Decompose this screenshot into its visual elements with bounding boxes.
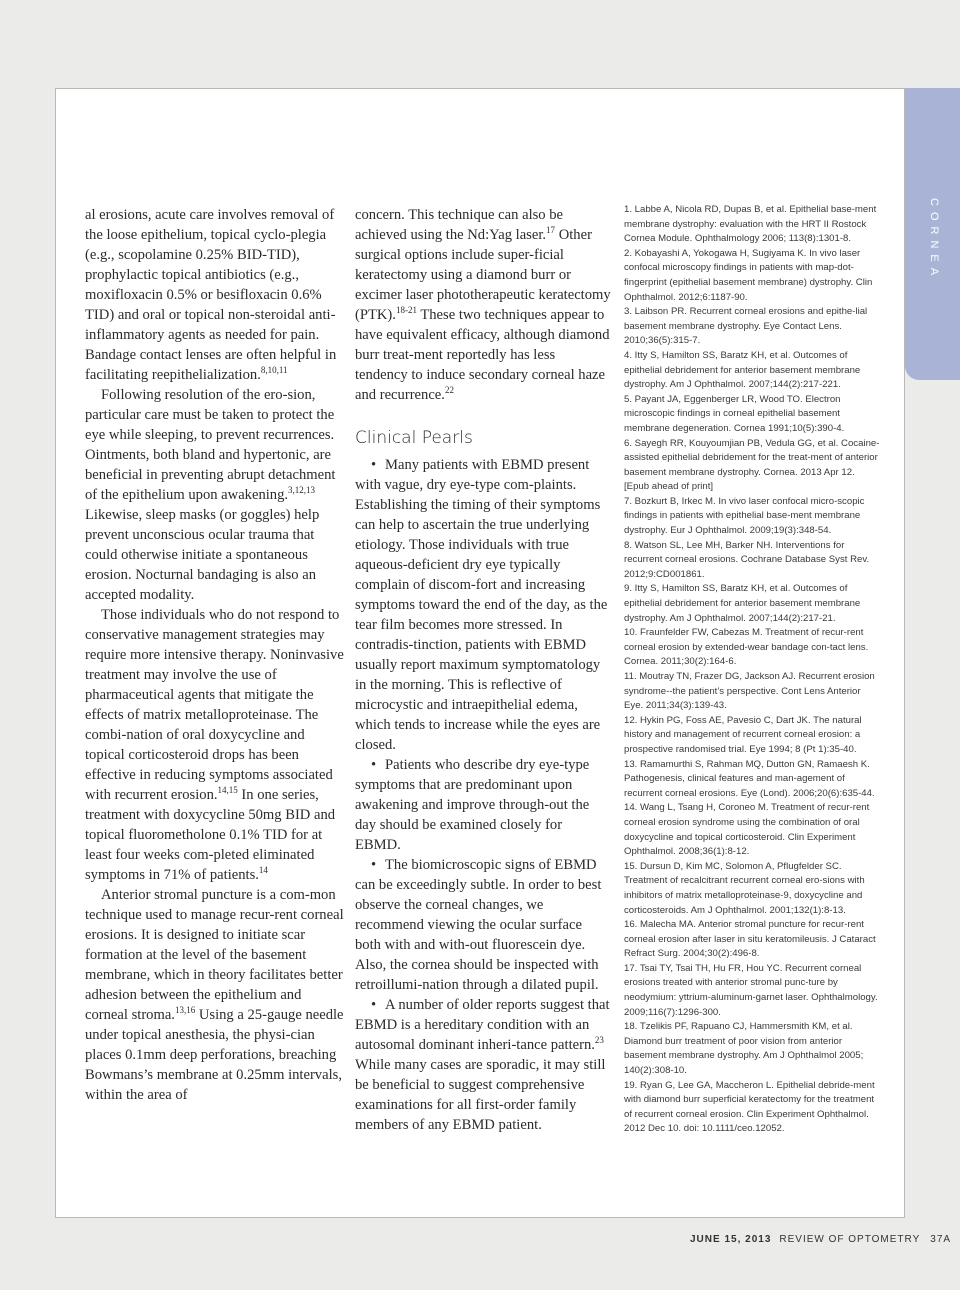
paragraph: concern. This technique can also be achieved using the Nd:Yag laser.$^{17}$ Other surgical options include super-ficial keratectomy using a diamond burr or excimer laser phototherapeutic keratectomy (PTK).$^{18-21}$ These two techniques appear to have equivalent efficacy, although diamond burr treat-ment reportedly has less tendency to induce secondary corneal haze and recurrence.$^{22}$ [355,207,611,403]
section-tab-label: CORNEA [928,198,940,282]
bullet-icon: • [371,757,377,773]
citation: 3,12,13 [288,485,316,496]
reference-item: 4. Itty S, Hamilton SS, Baratz KH, et al. Outcomes of epithelial debridement for anterior basement membrane dystrophy. Am J Ophthalmol. 2007;144(2):217-221. [624,349,861,391]
paragraph: Following resolution of the ero-sion, particular care must be taken to protect the eye while sleeping, to prevent recurrences. Ointments, both bland and hypertonic, are beneficial in preventing abrupt detachment of the epithelium upon awakening.$^{3,12,13}$ Likewise, sleep masks (or goggles) help prevent unconscious ocular trauma that could otherwise initiate a spontaneous erosion. Nocturnal bandaging is also an accepted modality. [85,387,336,603]
citation: 23 [594,1035,604,1046]
reference-item: 9. Itty S, Hamilton SS, Baratz KH, et al. Outcomes of epithelial debridement for anterior basement membrane dystrophy. Am J Ophthalmol. 2007;144(2):217-21. [624,583,861,624]
page-footer [690,1234,952,1245]
bullet-icon: • [371,997,377,1013]
reference-item: 16. Malecha MA. Anterior stromal puncture for recur-rent corneal erosion after laser in situ keratomileusis. J Cataract Refract Surg. 2004;30(2):496-8. [624,919,876,960]
reference-item: 10. Fraunfelder FW, Cabezas M. Treatment of recur-rent corneal erosion by extended-wear bandage con-tact lens. Cornea. 2011;30(2):164-6. [624,627,869,668]
citation: 18-21 [395,305,417,316]
reference-list [624,203,880,1137]
reference-item: 14. Wang L, Tsang H, Coroneo M. Treatment of recur-rent corneal erosion syndrome using the combination of oral doxycycline and topical corticosteroid. Clin Experiment Ophthalmol. 2008;36(1):8-12. [624,802,870,858]
paragraph: Those individuals who do not respond to conservative management strategies may require more intensive therapy. Noninvasive treatment may involve the use of pharmaceutical agents that mitigate the effects of matrix metalloproteinase. The combi-nation of oral doxycycline and topical corticosteroid drops has been effective in reducing symptoms associated with recurrent erosion.$^{14,15}$ In one series, treatment with doxycycline 50mg BID and topical fluorometholone 0.1% TID for at least four weeks com-pleted eliminated symptoms in 71% of patients.$^{14}$ [85,607,344,883]
reference-item: 17. Tsai TY, Tsai TH, Hu FR, Hou YC. Recurrent corneal erosions treated with anterior stromal punc-ture by neodymium: yttrium-aluminum-garnet laser. Ophthalmology. 2009;116(7):1296-300. [624,962,878,1018]
reference-item: 18. Tzelikis PF, Rapuano CJ, Hammersmith KM, et al. Diamond burr treatment of poor vision from anterior basement membrane dystrophy. Am J Ophthalmol 2005; 140(2):308-10. [624,1021,864,1077]
reference-item: 13. Ramamurthi S, Rahman MQ, Dutton GN, Ramaesh K. Pathogenesis, clinical features and man-agement of recurrent corneal erosions. Eye (Lond). 2006;20(6):635-44. [624,758,875,799]
reference-item: 12. Hykin PG, Foss AE, Pavesio C, Dart JK. The natural history and management of recurrent corneal erosion: a prospective randomised trial. Eye 1994; 8 (Pt 1):35-40. [624,714,862,755]
body-column-1 [85,205,347,1105]
bullet-item: • Many patients with EBMD present with vague, dry eye-type com-plaints. Establishing the timing of their symptoms can help to ascertain the true underlying etiology. Those individuals with true aqueous-deficient dry eye typically complain of discom-fort and increasing symptoms toward the end of the day, as the tear film becomes more stressed. In contradis-tinction, patients with EBMD usually report maximum symptomatology in the morning. This is reflective of microcystic and intraepithelial edema, which tends to increase while the eyes are closed. [355,457,608,753]
bullet-icon: • [371,857,377,873]
page-number: 37A [930,1234,952,1245]
reference-item: 1. Labbe A, Nicola RD, Dupas B, et al. Epithelial base-ment membrane dystrophy: evaluation with the HRT II Rostock Cornea Module. Ophthalmology 2006; 113(8):1301-8. [624,204,877,245]
bullet-icon: • [371,457,377,473]
body-column-2 [355,205,611,1135]
citation: 14,15 [217,785,238,796]
citation: 17 [546,225,556,236]
citation: 13,16 [174,1005,196,1016]
reference-item: 3. Laibson PR. Recurrent corneal erosions and epithe-lial basement membrane dystrophy. Eye Contact Lens. 2010;36(5):315-7. [624,306,868,347]
reference-item: 11. Moutray TN, Frazer DG, Jackson AJ. Recurrent erosion syndrome--the patient’s perspective. Cont Lens Anterior Eye. 2011;34(3):139-43. [624,671,875,712]
reference-item: 5. Payant JA, Eggenberger LR, Wood TO. Electron microscopic findings in corneal epithelial basement membrane degeneration. Cornea 1991;10(5):390-4. [624,393,845,434]
reference-item: 2. Kobayashi A, Yokogawa H, Sugiyama K. In vivo laser confocal microscopy findings in patients with map-dot-fingerprint (epithelial basement membrane) dystrophy. Clin Ophthalmol. 2012;6:1187-90. [624,247,873,303]
section-tab [905,88,960,380]
issue-date: JUNE 15, 2013 [690,1234,772,1245]
publication-name: REVIEW OF OPTOMETRY [779,1234,921,1245]
citation: 8,10,11 [260,365,288,376]
reference-item: 6. Sayegh RR, Kouyoumjian PB, Vedula GG, et al. Cocaine-assisted epithelial debridement for the treat-ment of anterior basement membrane dystrophy. Cornea. 2013 Apr 12. [Epub ahead of print] [624,437,880,493]
paragraph: Anterior stromal puncture is a com-mon technique used to manage recur-rent corneal erosions. It is designed to initiate scar formation at the level of the basement membrane, which in theory facilitates better adhesion between the epithelium and corneal stroma.$^{13,16}$ Using a 25-gauge needle under topical anesthesia, the physi-cian places 0.1mm deep perforations, breaching Bowmans’s membrane at 0.25mm intervals, within the area of [85,887,344,1103]
reference-item: 19. Ryan G, Lee GA, Maccheron L. Epithelial debride-ment with diamond burr superficial keratectomy for the treatment of recurrent corneal erosion. Clin Experiment Ophthalmol. 2012 Dec 10. doi: 10.1111/ceo.12052. [624,1079,875,1135]
bullet-item: • Patients who describe dry eye-type symptoms that are predominant upon awakening and improve through-out the day should be examined closely for EBMD. [355,757,590,853]
bullet-item: • The biomicroscopic signs of EBMD can be exceedingly subtle. In order to best observe the corneal changes, we recommend viewing the ocular surface both with and with-out fluorescein dye. Also, the cornea should be inspected with retroillumi-nation through a dilated pupil. [355,857,602,993]
citation: 14 [258,865,268,876]
section-heading: Clinical Pearls [355,428,473,448]
references-column [624,203,880,1137]
reference-item: 15. Dursun D, Kim MC, Solomon A, Pflugfelder SC. Treatment of recalcitrant recurrent corneal ero-sions with inhibitors of matrix metalloproteinase-9, doxycycline and corticosteroids. Am J Ophthalmol. 2001;132(1):8-13. [624,860,865,916]
paragraph: al erosions, acute care involves removal of the loose epithelium, topical cyclo-plegia (e.g., scopolamine 0.25% BID-TID), prophylactic topical antibiotics (e.g., moxifloxacin 0.5% or besifloxacin 0.6% TID) and oral or topical non-steroidal anti-inflammatory agents as needed for pain. Bandage contact lenses are often helpful in facilitating reepithelialization.$^{8,10,11}$ [85,207,337,383]
bullet-item: • A number of older reports suggest that EBMD is a hereditary condition with an autosomal dominant inheri-tance pattern.$^{23}$ While many cases are sporadic, it may still be beneficial to suggest comprehensive examinations for all first-order family members of any EBMD patient. [355,997,610,1133]
citation: 22 [444,385,454,396]
reference-item: 7. Bozkurt B, Irkec M. In vivo laser confocal micro-scopic findings in patients with epithelial base-ment membrane dystrophy. Eur J Ophthalmol. 2009;19(3):348-54. [624,495,865,537]
reference-item: 8. Watson SL, Lee MH, Barker NH. Interventions for recurrent corneal erosions. Cochrane Database Syst Rev. 2012;9:CD001861. [624,539,870,580]
